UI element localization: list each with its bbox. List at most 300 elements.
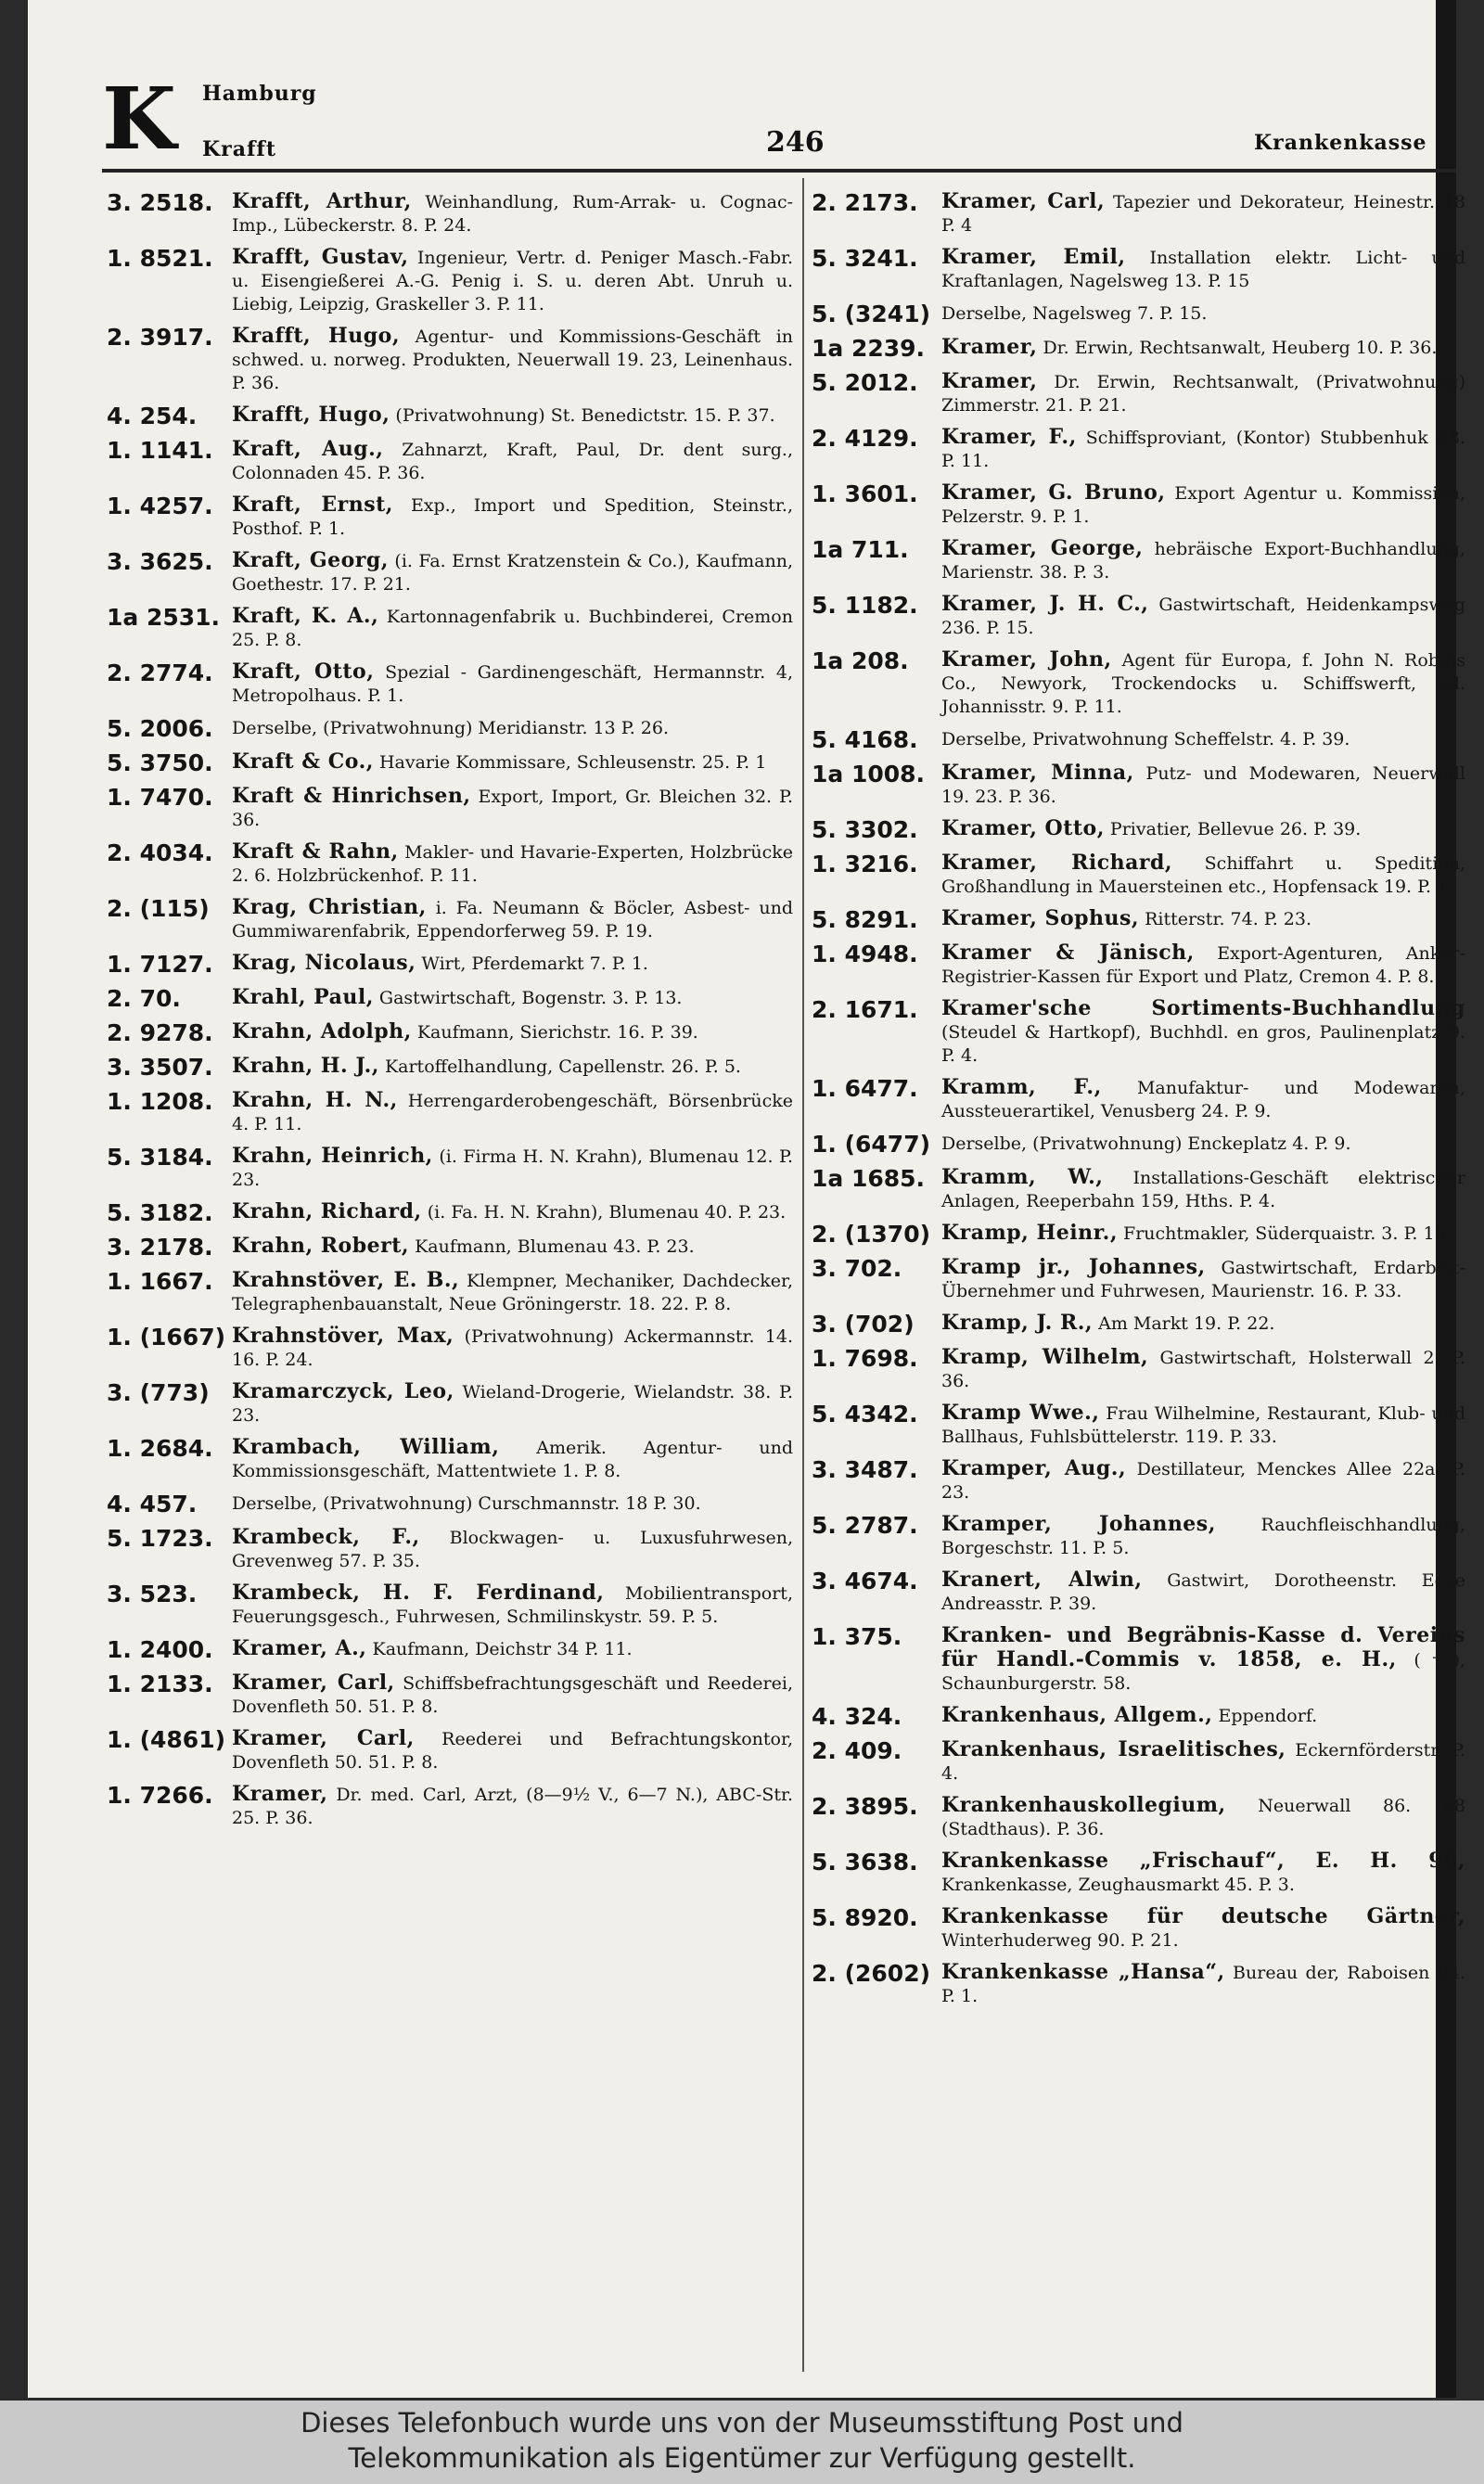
spacer <box>1286 1740 1295 1761</box>
phone-number: 5. 4168. <box>812 726 918 753</box>
entry-name: Kramer, Emil, <box>941 245 1126 269</box>
entry-name: Kramp Wwe., <box>941 1401 1100 1425</box>
entry-name: Kramer, Carl, <box>232 1726 415 1750</box>
phone-number: 3. 3507. <box>107 1054 213 1081</box>
entry-text <box>232 1089 793 1136</box>
phone-number: 1. 3601. <box>812 480 918 507</box>
directory-entry <box>107 605 793 652</box>
header-rule <box>102 169 1456 173</box>
directory-entry <box>107 1145 793 1192</box>
phone-number: 3. 3625. <box>107 548 213 575</box>
phone-number: 5. 3638. <box>812 1849 918 1876</box>
directory-entry <box>812 727 1465 753</box>
entry-text <box>232 986 793 1012</box>
phone-number: 2. 4129. <box>812 425 918 452</box>
entry-details: Mobilientransport, Feuerungsgesch., Fuhrwesen, Schmilinskystr. 59. P. 5. <box>232 1583 793 1627</box>
entry-text <box>232 1637 793 1663</box>
entry-text <box>941 997 1465 1068</box>
entry-details: Blockwagen- u. Luxusfuhrwesen, Grevenweg 57. P. 35. <box>232 1528 793 1571</box>
directory-entry <box>812 1076 1465 1123</box>
entry-text <box>232 1145 793 1192</box>
entry-details: (†), Schaunburgerstr. 58. <box>941 1650 1465 1694</box>
entry-name: Kramer, Richard, <box>941 851 1173 875</box>
spacer <box>415 1729 441 1749</box>
entry-details: Derselbe, (Privatwohnung) Curschmannstr. 18 P. 30. <box>232 1493 701 1514</box>
entry-details: Derselbe, Privatwohnung Scheffelstr. 4. P. 39. <box>941 729 1350 749</box>
phone-number: 4. 457. <box>107 1491 198 1517</box>
entry-details: Ingenieur, Vertr. d. Peniger Masch.-Fabr. u. Eisengießerei A.-G. Penig i. S. u. deren Abt. Unruh u. Liebig, Leipzig, Graskeller 3. P. 11. <box>232 248 794 314</box>
phone-number: 1. 4948. <box>812 941 918 967</box>
directory-entry <box>812 1738 1465 1786</box>
entry-details: Makler- und Havarie-Experten, Holzbrücke 2. 6. Holzbrückenhof. P. 11. <box>232 842 793 886</box>
entry-name: Krankenhauskollegium, <box>941 1793 1226 1817</box>
directory-entry <box>107 1526 793 1573</box>
entry-text <box>232 785 793 832</box>
phone-number: 2. (115) <box>107 895 210 922</box>
entry-name: Krafft, Hugo, <box>232 403 390 427</box>
directory-entry <box>107 1581 793 1629</box>
entry-details: Wieland-Drogerie, Wielandstr. 38. P. 23. <box>232 1382 793 1426</box>
entry-details: (i. Fa. Ernst Kratzenstein & Co.), Kaufmann, Goethestr. 17. P. 21. <box>232 551 793 595</box>
phone-number: 1. 7266. <box>107 1782 213 1809</box>
entry-name: Krag, Nicolaus, <box>232 951 416 975</box>
entry-name: Kramer, G. Bruno, <box>941 480 1166 505</box>
phone-number: 1. 4257. <box>107 493 213 519</box>
directory-entry <box>107 750 793 776</box>
directory-entry <box>812 1624 1465 1696</box>
entry-details: Am Markt 19. P. 22. <box>1098 1313 1275 1334</box>
entry-name: Krahl, Paul, <box>232 985 374 1009</box>
phone-number: 2. 409. <box>812 1737 902 1764</box>
entry-text <box>232 605 793 652</box>
entry-name: Kraft & Co., <box>232 749 374 774</box>
entry-text <box>232 1269 793 1316</box>
directory-entry <box>812 301 1465 327</box>
entry-text <box>941 190 1465 237</box>
phone-number: 1. 7698. <box>812 1345 918 1372</box>
phone-number: 5. 1182. <box>812 592 918 619</box>
phone-number: 1a 2531. <box>107 604 221 631</box>
entry-text <box>232 1526 793 1573</box>
spacer <box>393 495 411 516</box>
directory-entry <box>812 648 1465 719</box>
directory-entry <box>107 1671 793 1719</box>
spacer <box>400 327 416 347</box>
spacer <box>1216 1515 1261 1535</box>
entry-name: Kranken- und Begräbnis-Kasse d. Vereins für Handl.-Commis v. 1858, e. H., <box>941 1623 1465 1671</box>
entry-details: Dr. med. Carl, Arzt, (8—9½ V., 6—7 N.), ABC-Str. 25. P. 36. <box>232 1785 794 1828</box>
spacer <box>454 1326 464 1347</box>
directory-entry <box>812 1132 1465 1158</box>
directory-entry <box>812 1256 1465 1303</box>
phone-number: 1. 1208. <box>107 1088 213 1115</box>
entry-details: Derselbe, (Privatwohnung) Enckeplatz 4. P. 9. <box>941 1133 1351 1154</box>
entry-details: Krankenkasse, Zeughausmarkt 45. P. 3. <box>941 1875 1295 1895</box>
phone-number: 2. (1370) <box>812 1221 931 1248</box>
directory-entry <box>107 493 793 541</box>
entry-text <box>232 896 793 943</box>
entry-text <box>941 851 1465 899</box>
header-city: Hamburg <box>202 82 317 106</box>
phone-number: 1. (4861) <box>107 1726 226 1753</box>
phone-number: 1a 711. <box>812 536 909 563</box>
entry-details: Dr. Erwin, Rechtsanwalt, (Privatwohnung) Zimmerstr. 21. P. 21. <box>941 372 1466 416</box>
directory-entry <box>812 1704 1465 1730</box>
entry-text <box>941 301 1465 327</box>
entry-details: Bureau der, Raboisen 84. P. 1. <box>941 1963 1465 2006</box>
entry-text <box>941 370 1465 417</box>
entry-text <box>941 1346 1465 1393</box>
directory-entry <box>812 1402 1465 1449</box>
entry-details: Eppendorf. <box>1218 1706 1318 1726</box>
phone-number: 5. 3302. <box>812 816 918 843</box>
entry-name: Krahn, Heinrich, <box>232 1144 433 1168</box>
phone-number: 1. 2133. <box>107 1671 213 1697</box>
spacer <box>327 1785 336 1805</box>
entry-details: Destillateur, Menckes Allee 22a. P. 23. <box>941 1459 1465 1503</box>
directory-entry <box>107 190 793 237</box>
entry-name: Kraft & Rahn, <box>232 839 399 864</box>
entry-text <box>941 817 1465 843</box>
entry-name: Kramer, <box>941 369 1038 393</box>
entry-name: Kraft, Georg, <box>232 548 389 572</box>
entry-details: Neuerwall 86. 88 (Stadthaus). P. 36. <box>941 1796 1465 1839</box>
entry-name: Kramer, Minna, <box>941 761 1134 785</box>
spacer <box>1225 1963 1233 1983</box>
entry-text <box>232 493 793 541</box>
entry-details: Eckernförderstr. P. 4. <box>941 1740 1465 1784</box>
directory-entry <box>107 1727 793 1774</box>
phone-number: 3. 3487. <box>812 1456 918 1483</box>
phone-number: 2. 2774. <box>107 659 213 686</box>
entry-name: Kramer, Sophus, <box>941 906 1140 930</box>
directory-entry <box>812 426 1465 473</box>
entry-details: Tapezier und Dekorateur, Heinestr. 18 P. 4 <box>941 192 1465 236</box>
directory-entry <box>107 325 793 395</box>
directory-entry <box>107 716 793 742</box>
spacer <box>383 440 402 460</box>
entry-name: Kramer'sche Sortiments-Buchhandlung <box>941 996 1465 1020</box>
entry-name: Kramarczyck, Leo, <box>232 1379 454 1403</box>
entry-details: Manufaktur- und Modewaren, Aussteuerartikel, Venusberg 24. P. 9. <box>941 1078 1465 1121</box>
left-column <box>107 190 793 1838</box>
directory-entry <box>107 785 793 832</box>
spacer <box>1397 1650 1414 1671</box>
entry-details: Schiffahrt u. Spedition, Großhandlung in Mauersteinen etc., Hopfensack 19. P. 1. <box>941 853 1465 897</box>
entry-details: Spezial - Gardinengeschäft, Hermannstr. 4, Metropolhaus. P. 1. <box>232 662 793 706</box>
entry-name: Kraft, Aug., <box>232 437 384 461</box>
entry-text <box>941 648 1465 719</box>
phone-number: 5. 2006. <box>107 715 213 742</box>
phone-number: 3. 702. <box>812 1255 902 1282</box>
directory-entry <box>107 1200 793 1226</box>
spacer <box>1102 1078 1137 1098</box>
entry-text <box>232 1020 793 1046</box>
entry-details: (Steudel & Hartkopf), Buchhdl. en gros, Paulinenplatz 9. P. 4. <box>941 1022 1465 1066</box>
entry-text <box>941 1704 1465 1730</box>
entry-details: Schiffsbefrachtungsgeschäft und Reederei, Dovenfleth 50. 51. P. 8. <box>232 1673 793 1717</box>
spacer <box>1143 1570 1168 1591</box>
entry-details: Schiffsproviant, (Kontor) Stubbenhuk 38. P. 11. <box>941 428 1465 471</box>
phone-number: 4. 324. <box>812 1703 902 1730</box>
entry-text <box>232 1325 793 1372</box>
directory-entry <box>812 907 1465 933</box>
entry-name: Kramer, <box>941 335 1038 359</box>
spacer <box>412 192 426 212</box>
entry-text <box>941 593 1465 640</box>
directory-entry <box>107 1783 793 1830</box>
entry-name: Kraft, Ernst, <box>232 493 393 517</box>
entry-name: Kraft, Otto, <box>232 659 375 684</box>
directory-entry <box>107 986 793 1012</box>
directory-entry <box>812 481 1465 529</box>
entry-text <box>941 481 1465 529</box>
entry-name: Kramm, F., <box>941 1075 1102 1099</box>
entry-text <box>941 537 1465 584</box>
entry-name: Kramper, Aug., <box>941 1456 1127 1480</box>
entry-details: Reederei und Befrachtungskontor, Dovenfleth 50. 51. P. 8. <box>232 1729 793 1773</box>
entry-name: Kramer, George, <box>941 536 1144 560</box>
directory-entry <box>107 1269 793 1316</box>
phone-number: 5. 2012. <box>812 369 918 396</box>
directory-entry <box>812 1346 1465 1393</box>
entry-name: Krahn, H. N., <box>232 1088 398 1112</box>
entry-text <box>941 1132 1465 1158</box>
entry-name: Krahn, Robert, <box>232 1234 410 1258</box>
directory-entry <box>812 997 1465 1068</box>
spacer <box>499 1438 536 1458</box>
directory-entry <box>812 1569 1465 1616</box>
entry-details: Export Agentur u. Kommission, Pelzerstr. 9. P. 1. <box>941 483 1465 527</box>
phone-number: 4. 254. <box>107 403 198 429</box>
spacer <box>427 898 436 918</box>
entry-text <box>941 941 1465 989</box>
entry-name: Kramer, A., <box>232 1636 367 1660</box>
spacer <box>1143 539 1154 559</box>
entry-name: Kramp, J. R., <box>941 1311 1094 1335</box>
entry-name: Kramper, Johannes, <box>941 1512 1216 1536</box>
phone-number: 3. (773) <box>107 1379 210 1406</box>
entry-details: Kartoffelhandlung, Capellenstr. 26. P. 5. <box>384 1056 741 1077</box>
phone-number: 5. 3184. <box>107 1144 213 1171</box>
spacer <box>1148 595 1158 615</box>
entry-text <box>941 1624 1465 1696</box>
entry-details: Fruchtmakler, Süderquaistr. 3. P. 15. <box>1123 1223 1452 1244</box>
entry-name: Kramer & Jänisch, <box>941 941 1195 965</box>
entry-text <box>232 1783 793 1830</box>
phone-number: 1a 2239. <box>812 335 926 362</box>
phone-number: 1. 7470. <box>107 784 213 811</box>
entry-text <box>232 325 793 395</box>
entry-text <box>941 1457 1465 1504</box>
entry-name: Kramer, <box>232 1782 328 1806</box>
entry-text <box>941 1569 1465 1616</box>
directory-entry <box>812 1905 1465 1953</box>
entry-text <box>941 1961 1465 2008</box>
directory-entry <box>107 549 793 596</box>
entry-name: Kramer, Carl, <box>941 189 1106 213</box>
directory-entry <box>812 851 1465 899</box>
entry-details: Weinhandlung, Rum-Arrak- u. Cognac-Imp., Lübeckerstr. 8. P. 24. <box>232 192 793 236</box>
entry-name: Krankenkasse „Hansa“, <box>941 1960 1225 1984</box>
entry-text <box>941 246 1465 293</box>
spacer <box>398 1091 408 1111</box>
entry-text <box>941 1738 1465 1786</box>
entry-details: Privatier, Bellevue 26. P. 39. <box>1109 819 1362 839</box>
directory-entry <box>812 537 1465 584</box>
entry-text <box>232 1235 793 1261</box>
entry-text <box>941 762 1465 809</box>
directory-entry <box>107 246 793 316</box>
entry-text <box>232 190 793 237</box>
directory-entry <box>812 1513 1465 1560</box>
entry-text <box>941 1794 1465 1841</box>
spacer <box>378 607 387 627</box>
directory-entry <box>107 1089 793 1136</box>
phone-number: 2. 1671. <box>812 996 918 1023</box>
entry-text <box>232 403 793 429</box>
phone-number: 1. 1141. <box>107 437 213 464</box>
phone-number: 2. 70. <box>107 985 181 1012</box>
phone-number: 1. 8521. <box>107 245 213 272</box>
entry-details: Gastwirtschaft, Bogenstr. 3. P. 13. <box>378 988 683 1008</box>
phone-number: 3. 2518. <box>107 189 213 216</box>
entry-details: Havarie Kommissare, Schleusenstr. 25. P. 1 <box>378 752 767 773</box>
phone-number: 2. 3917. <box>107 324 213 351</box>
entry-details: Agent für Europa, f. John N. Robins Co., Newyork, Trockendocks u. Schiffswerft, Kl. Johannisstr. 9. P. 11. <box>941 650 1465 717</box>
directory-entry <box>812 1166 1465 1213</box>
entry-text <box>232 952 793 978</box>
entry-details: Gastwirtschaft, Erdarbeit-Übernehmer und Fuhrwesen, Maurienstr. 16. P. 33. <box>941 1258 1465 1301</box>
entry-name: Kramer, F., <box>941 425 1077 449</box>
spacer <box>1037 372 1054 392</box>
directory-entry <box>107 1235 793 1261</box>
entry-name: Kramp, Heinr., <box>941 1221 1118 1245</box>
entry-name: Krambach, William, <box>232 1435 500 1459</box>
column-divider <box>802 178 804 2372</box>
directory-entry <box>812 1794 1465 1841</box>
entry-text <box>941 426 1465 473</box>
right-column <box>812 190 1465 2017</box>
directory-entry <box>812 941 1465 989</box>
entry-text <box>232 1055 793 1081</box>
entry-details: Amerik. Agentur- und Kommissionsgeschäft, Mattentwiete 1. P. 8. <box>232 1438 793 1481</box>
directory-entry <box>107 1492 793 1517</box>
entry-text <box>232 1200 793 1226</box>
entry-details: Ritterstr. 74. P. 23. <box>1145 909 1312 929</box>
entry-name: Krankenhaus, Israelitisches, <box>941 1737 1286 1761</box>
entry-details: (Privatwohnung) St. Benedictstr. 15. P. 37. <box>395 405 775 426</box>
phone-number: 5. (3241) <box>812 301 931 327</box>
directory-entry <box>107 840 793 888</box>
directory-entry <box>107 1055 793 1081</box>
entry-name: Kraft, K. A., <box>232 604 379 628</box>
directory-entry <box>812 1850 1465 1897</box>
spacer <box>1077 428 1086 448</box>
spacer <box>1148 1348 1159 1368</box>
entry-details: Putz- und Modewaren, Neuerwall 19. 23. P. 36. <box>941 763 1466 807</box>
entry-name: Kramer, Otto, <box>941 816 1105 840</box>
spacer <box>1206 1258 1222 1278</box>
entry-details: Installations-Geschäft elektrischer Anlagen, Reeperbahn 159, Hths. P. 4. <box>941 1168 1465 1211</box>
directory-entry <box>812 762 1465 809</box>
entry-details: hebräische Export-Buchhandlung, Marienstr. 38. P. 3. <box>941 539 1465 583</box>
phone-number: 2. 9278. <box>107 1019 213 1046</box>
entry-name: Krahn, Richard, <box>232 1199 422 1223</box>
entry-text <box>232 660 793 708</box>
directory-entry <box>107 438 793 485</box>
phone-number: 1. (1667) <box>107 1324 226 1351</box>
directory-entry <box>812 1961 1465 2008</box>
entry-text <box>232 549 793 596</box>
entry-details: Kaufmann, Sierichstr. 16. P. 39. <box>416 1022 698 1043</box>
entry-details: Gastwirtschaft, Heidenkampsweg 236. P. 15. <box>941 595 1465 638</box>
entry-name: Krafft, Hugo, <box>232 324 400 348</box>
phone-number: 5. 8920. <box>812 1904 918 1931</box>
entry-text <box>232 1581 793 1629</box>
phone-number: 2. 2173. <box>812 189 918 216</box>
entry-name: Krankenhaus, Allgem., <box>941 1703 1213 1727</box>
phone-number: 3. 523. <box>107 1581 198 1607</box>
header-keyword-right: Krankenkasse <box>1254 131 1427 155</box>
entry-text <box>232 840 793 888</box>
entry-name: Krahnstöver, E. B., <box>232 1268 460 1292</box>
entry-text <box>232 1727 793 1774</box>
entry-name: Krahn, H. J., <box>232 1054 379 1078</box>
directory-entry <box>107 403 793 429</box>
entry-details: Wirt, Pferdemarkt 7. P. 1. <box>421 954 648 974</box>
directory-entry <box>812 246 1465 293</box>
phone-number: 2. 4034. <box>107 839 213 866</box>
entry-name: Krafft, Gustav, <box>232 245 409 269</box>
directory-entry <box>107 1436 793 1483</box>
entry-name: Krag, Christian, <box>232 895 427 919</box>
entry-details: (Privatwohnung) Ackermannstr. 14. 16. P. 24. <box>232 1326 794 1370</box>
entry-name: Krankenkasse für deutsche Gärtner, <box>941 1904 1465 1928</box>
entry-details: Kaufmann, Deichstr 34 P. 11. <box>372 1639 633 1659</box>
spacer <box>1172 853 1205 874</box>
directory-entry <box>107 1020 793 1046</box>
directory-entry <box>107 1637 793 1663</box>
phone-number: 1a 1685. <box>812 1165 926 1192</box>
entry-name: Krafft, Arthur, <box>232 189 412 213</box>
entry-text <box>941 1402 1465 1449</box>
entry-name: Krambeck, F., <box>232 1525 420 1549</box>
entry-name: Krambeck, H. F. Ferdinand, <box>232 1581 605 1605</box>
entry-details: Kaufmann, Blumenau 43. P. 23. <box>415 1236 695 1257</box>
phone-number: 2. 3895. <box>812 1793 918 1820</box>
directory-entry <box>107 660 793 708</box>
phone-number: 1. 2684. <box>107 1435 213 1462</box>
directory-entry <box>107 1325 793 1372</box>
spacer <box>409 248 417 268</box>
footer-line-2: Telekommunikation als Eigentümer zur Verfügung gestellt. <box>348 2442 1136 2474</box>
phone-number: 5. 3241. <box>812 245 918 272</box>
phone-number: 1. 2400. <box>107 1636 213 1663</box>
phone-number: 1. 6477. <box>812 1075 918 1102</box>
entry-name: Kramer, J. H. C., <box>941 592 1149 616</box>
entry-details: Winterhuderweg 90. P. 21. <box>941 1930 1179 1951</box>
entry-name: Krahnstöver, Max, <box>232 1324 454 1348</box>
entry-text <box>941 907 1465 933</box>
phone-number: 1. 7127. <box>107 951 213 978</box>
directory-entry <box>812 1222 1465 1248</box>
directory-entry <box>812 370 1465 417</box>
entry-text <box>941 336 1465 362</box>
page-number: 246 <box>766 126 825 159</box>
directory-entry <box>812 1312 1465 1338</box>
phone-number: 1. 375. <box>812 1623 902 1650</box>
